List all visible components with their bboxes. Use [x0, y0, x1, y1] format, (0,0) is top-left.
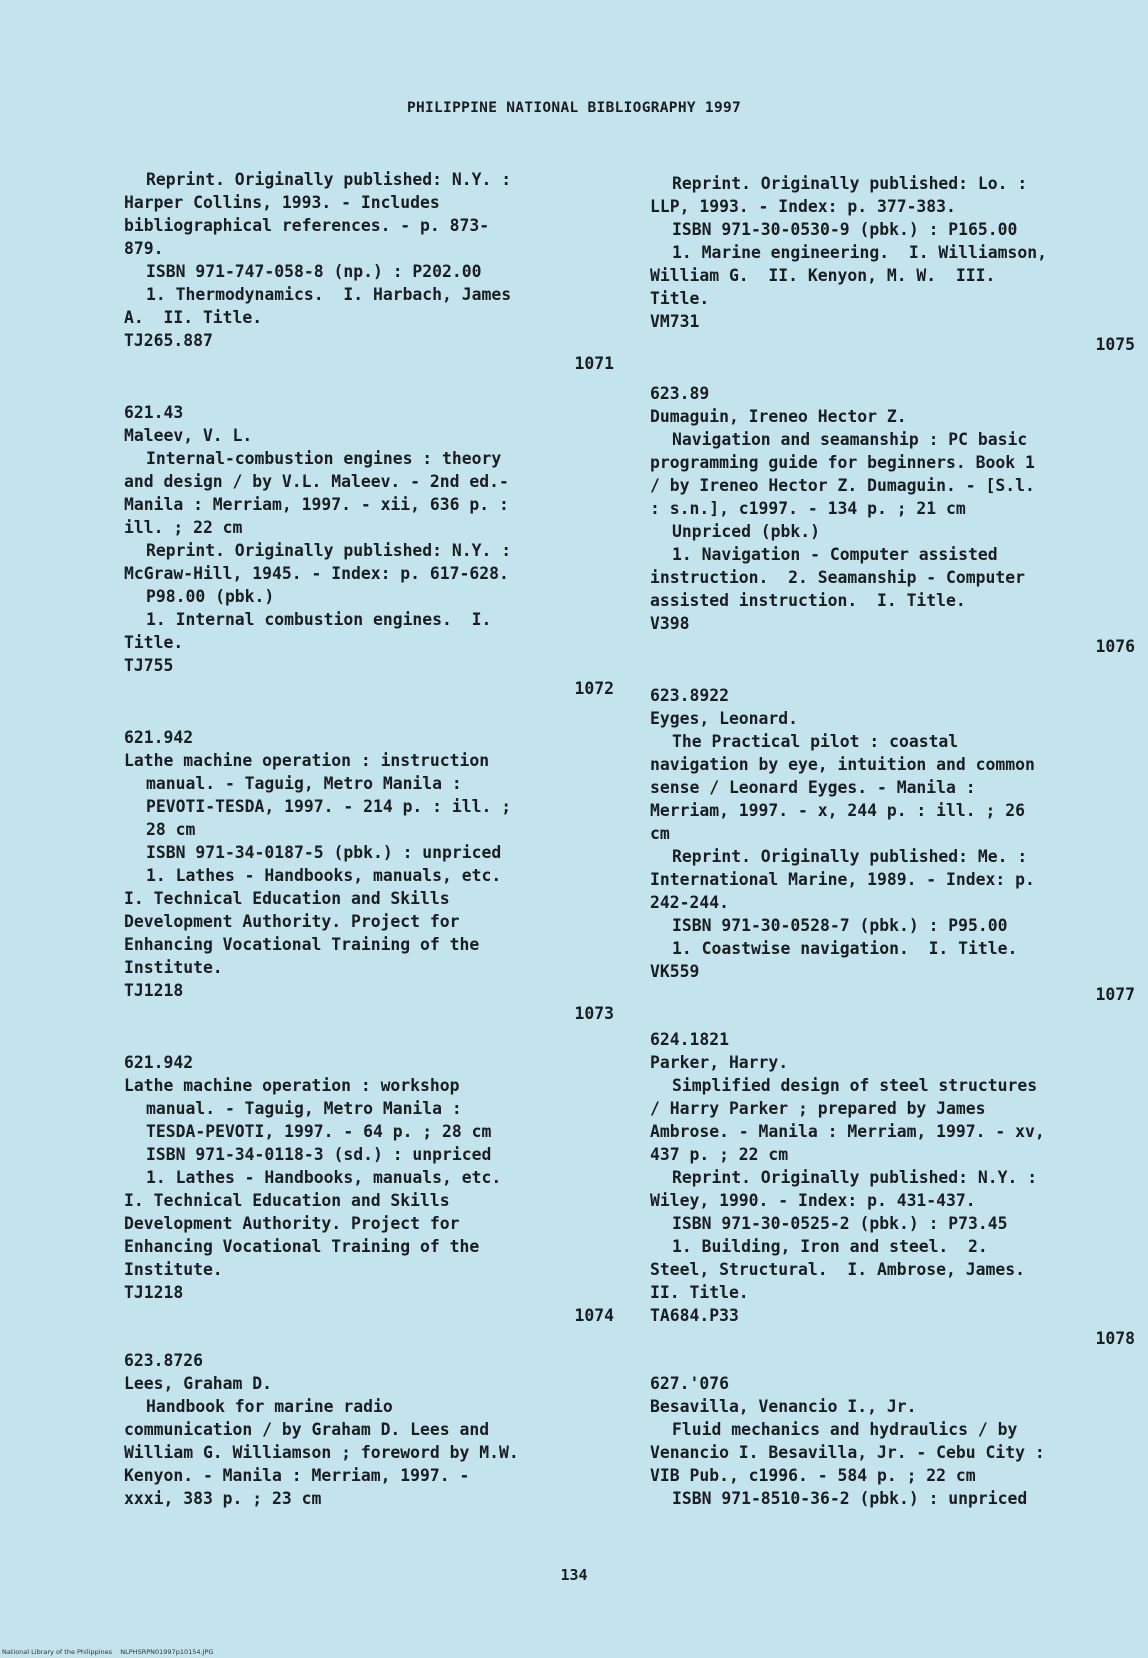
- class-number: 621.942: [124, 1053, 194, 1072]
- call-number: VK559: [650, 962, 700, 981]
- entry-line: manual. - Taguig, Metro Manila :: [146, 1099, 462, 1118]
- entry-number: 1074: [574, 1306, 614, 1325]
- entry-number: 1076: [1095, 637, 1135, 656]
- class-number: 623.89: [650, 384, 710, 403]
- class-number: 627.'076: [650, 1374, 729, 1393]
- call-number: TJ1218: [124, 1283, 184, 1302]
- entry-line: 28 cm: [146, 820, 196, 839]
- entry-line: navigation by eye, intuition and common: [650, 755, 1035, 774]
- entry-line: Title.: [124, 633, 184, 652]
- entry-line: Wiley, 1990. - Index: p. 431-437.: [650, 1191, 976, 1210]
- entry-line: McGraw-Hill, 1945. - Index: p. 617-628.: [124, 564, 509, 583]
- entry-author: Maleev, V. L.: [124, 426, 253, 445]
- class-number: 621.942: [124, 728, 194, 747]
- entry-title: Lathe machine operation : workshop: [124, 1076, 460, 1095]
- bib-entry: [650, 1372, 1135, 1510]
- entry-line: xxxi, 383 p. ; 23 cm: [124, 1489, 322, 1508]
- entry-line: Steel, Structural. I. Ambrose, James.: [650, 1260, 1025, 1279]
- entry-line: 1. Internal combustion engines. I.: [146, 610, 492, 629]
- entry-number: 1071: [574, 354, 614, 373]
- entry-line: TESDA-PEVOTI, 1997. - 64 p. ; 28 cm: [146, 1122, 492, 1141]
- entry-number: 1072: [574, 679, 614, 698]
- entry-line: Ambrose. - Manila : Merriam, 1997. - xv,: [650, 1122, 1045, 1141]
- entry-line: Reprint. Originally published: Me. :: [672, 847, 1028, 866]
- entry-line: Institute.: [124, 1260, 223, 1279]
- entry-line: and design / by V.L. Maleev. - 2nd ed.-: [124, 472, 509, 491]
- entry-title: Lathe machine operation : instruction: [124, 751, 490, 770]
- entry-line: International Marine, 1989. - Index: p.: [650, 870, 1035, 889]
- entry-line: cm: [650, 824, 670, 843]
- entry-line: Development Authority. Project for: [124, 912, 460, 931]
- entry-line: 1. Marine engineering. I. Williamson,: [672, 243, 1047, 262]
- class-number: 623.8922: [650, 686, 729, 705]
- entry-line: ISBN 971-30-0530-9 (pbk.) : P165.00: [672, 220, 1018, 239]
- entry-line: Reprint. Originally published: N.Y. :: [146, 541, 512, 560]
- entry-line: : s.n.], c1997. - 134 p. ; 21 cm: [650, 499, 966, 518]
- entry-number: 1075: [1095, 335, 1135, 354]
- entry-line: Harper Collins, 1993. - Includes: [124, 193, 440, 212]
- entry-line: ISBN 971-747-058-8 (np.) : P202.00: [146, 262, 482, 281]
- entry-line: ISBN 971-34-0118-3 (sd.) : unpriced: [146, 1145, 492, 1164]
- entry-line: ISBN 971-30-0525-2 (pbk.) : P73.45: [672, 1214, 1008, 1233]
- call-number: VM731: [650, 312, 700, 331]
- entry-line: 879.: [124, 239, 164, 258]
- entry-line: ISBN 971-34-0187-5 (pbk.) : unpriced: [146, 843, 502, 862]
- entry-author: Besavilla, Venancio I., Jr.: [650, 1397, 917, 1416]
- class-number: 623.8726: [124, 1351, 203, 1370]
- entry-line: P98.00 (pbk.): [146, 587, 275, 606]
- entry-number: 1078: [1095, 1329, 1135, 1348]
- entry-line: Enhancing Vocational Training of the: [124, 1237, 480, 1256]
- entry-line: Venancio I. Besavilla, Jr. - Cebu City :: [650, 1443, 1045, 1462]
- entry-number: 1073: [574, 1004, 614, 1023]
- entry-line: I. Technical Education and Skills: [124, 1191, 450, 1210]
- entry-line: Development Authority. Project for: [124, 1214, 460, 1233]
- class-number: 621.43: [124, 403, 184, 422]
- entry-line: / Harry Parker ; prepared by James: [650, 1099, 986, 1118]
- entry-number: 1077: [1095, 985, 1135, 1004]
- bib-entry: [650, 684, 1135, 1006]
- entry-line: Internal-combustion engines : theory: [146, 449, 502, 468]
- entry-line: ISBN 971-30-0528-7 (pbk.) : P95.00: [672, 916, 1008, 935]
- entry-line: Simplified design of steel structures: [672, 1076, 1038, 1095]
- entry-line: programming guide for beginners. Book 1: [650, 453, 1035, 472]
- page-number: 134: [560, 1566, 588, 1584]
- class-number: 624.1821: [650, 1030, 729, 1049]
- call-number: TA684.P33: [650, 1306, 739, 1325]
- scan-footer: National Library of the Philippines NLPHSRPN01997p10154.JPG: [2, 1648, 214, 1656]
- entry-line: ISBN 971-8510-36-2 (pbk.) : unpriced: [672, 1489, 1028, 1508]
- entry-line: bibliographical references. - p. 873-: [124, 216, 490, 235]
- entry-line: 1. Navigation - Computer assisted: [672, 545, 998, 564]
- call-number: TJ1218: [124, 981, 184, 1000]
- entry-line: Reprint. Originally published: N.Y. :: [146, 170, 512, 189]
- entry-line: ill. ; 22 cm: [124, 518, 243, 537]
- entry-line: The Practical pilot : coastal: [672, 732, 959, 751]
- entry-line: William G. Williamson ; foreword by M.W.: [124, 1443, 519, 1462]
- entry-line: Navigation and seamanship : PC basic: [672, 430, 1028, 449]
- entry-line: 242-244.: [650, 893, 729, 912]
- entry-author: Parker, Harry.: [650, 1053, 789, 1072]
- entry-line: William G. II. Kenyon, M. W. III.: [650, 266, 996, 285]
- entry-line: communication / by Graham D. Lees and: [124, 1420, 490, 1439]
- entry-line: 437 p. ; 22 cm: [650, 1145, 789, 1164]
- bib-entry: [650, 1028, 1135, 1350]
- bib-entry: [650, 172, 1135, 356]
- call-number: TJ755: [124, 656, 174, 675]
- entry-line: / by Ireneo Hector Z. Dumaguin. - [S.l.: [650, 476, 1035, 495]
- entry-line: Institute.: [124, 958, 223, 977]
- entry-line: manual. - Taguig, Metro Manila :: [146, 774, 462, 793]
- entry-line: VIB Pub., c1996. - 584 p. ; 22 cm: [650, 1466, 976, 1485]
- bib-entry: [124, 1051, 614, 1327]
- entry-line: 1. Thermodynamics. I. Harbach, James: [146, 285, 512, 304]
- right-column: [650, 172, 1135, 1510]
- entry-line: LLP, 1993. - Index: p. 377-383.: [650, 197, 956, 216]
- entry-line: Merriam, 1997. - x, 244 p. : ill. ; 26: [650, 801, 1025, 820]
- entry-line: 1. Building, Iron and steel. 2.: [672, 1237, 988, 1256]
- entry-author: Lees, Graham D.: [124, 1374, 273, 1393]
- entry-line: A. II. Title.: [124, 308, 263, 327]
- entry-line: Reprint. Originally published: N.Y. :: [672, 1168, 1038, 1187]
- call-number: TJ265.887: [124, 331, 213, 350]
- page-title: PHILIPPINE NATIONAL BIBLIOGRAPHY 1997: [406, 100, 742, 116]
- entry-line: Kenyon. - Manila : Merriam, 1997. -: [124, 1466, 470, 1485]
- bib-entry: [124, 1349, 614, 1510]
- left-column: [124, 168, 614, 1510]
- bib-entry: [124, 168, 614, 375]
- entry-line: Enhancing Vocational Training of the: [124, 935, 480, 954]
- entry-line: Handbook for marine radio: [146, 1397, 393, 1416]
- entry-line: Fluid mechanics and hydraulics / by: [672, 1420, 1018, 1439]
- entry-line: Manila : Merriam, 1997. - xii, 636 p. :: [124, 495, 509, 514]
- entry-line: 1. Coastwise navigation. I. Title.: [672, 939, 1018, 958]
- entry-line: PEVOTI-TESDA, 1997. - 214 p. : ill. ;: [146, 797, 512, 816]
- entry-line: Unpriced (pbk.): [672, 522, 821, 541]
- entry-line: assisted instruction. I. Title.: [650, 591, 966, 610]
- bib-entry: [124, 401, 614, 700]
- call-number: V398: [650, 614, 690, 633]
- entry-line: Title.: [650, 289, 710, 308]
- bib-entry: [124, 726, 614, 1025]
- entry-line: 1. Lathes - Handbooks, manuals, etc.: [146, 1168, 502, 1187]
- entry-author: Dumaguin, Ireneo Hector Z.: [650, 407, 907, 426]
- entry-line: II. Title.: [650, 1283, 749, 1302]
- bib-entry: [650, 382, 1135, 658]
- entry-line: I. Technical Education and Skills: [124, 889, 450, 908]
- entry-line: instruction. 2. Seamanship - Computer: [650, 568, 1025, 587]
- entry-line: sense / Leonard Eyges. - Manila :: [650, 778, 976, 797]
- entry-line: Reprint. Originally published: Lo. :: [672, 174, 1028, 193]
- entry-author: Eyges, Leonard.: [650, 709, 799, 728]
- entry-line: 1. Lathes - Handbooks, manuals, etc.: [146, 866, 502, 885]
